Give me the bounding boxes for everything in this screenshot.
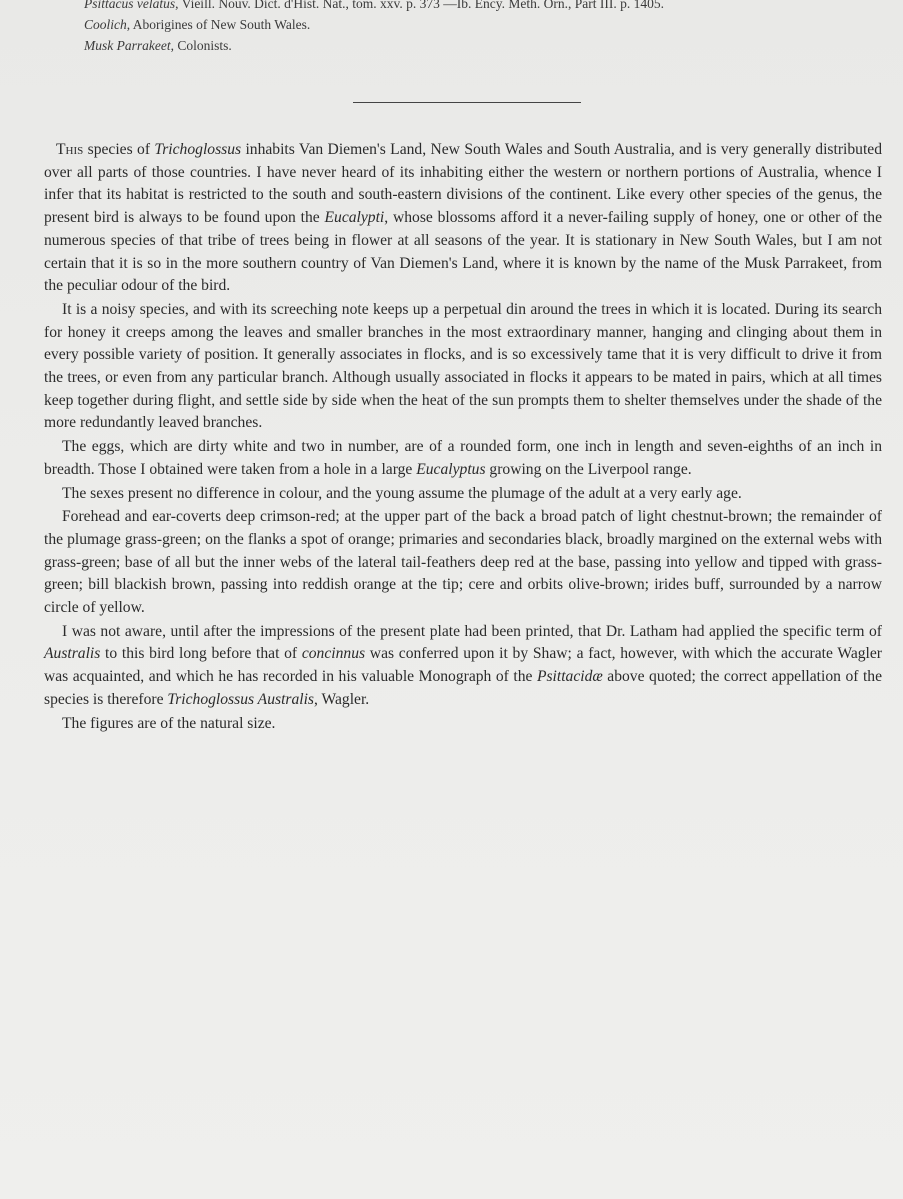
article-body (44, 139, 882, 736)
genus-name: Eucalypti (324, 209, 385, 227)
synonym-reference: , Colonists. (170, 38, 232, 53)
synonym-reference: , Vieill. Nouv. Dict. d'Hist. Nat., tom. xxv. p. 373 —Ib. Ency. Meth. Orn., Part III. p. 1405. (175, 0, 664, 11)
text-run: , whose blossoms afford it a never-failing supply of honey, one or other of the numerous species of that tribe of trees being in flower at all seasons of the year. It is stationary in New South Wales, but I am not certain that it is so in the more southern country of Van Diemen's Land, where it is known by the name of the Musk Parrakeet, from the peculiar odour of the bird. (44, 209, 882, 295)
text-run: I was not aware, until after the impressions of the present plate had been printed, that Dr. Latham had applied the specific term of (62, 622, 882, 640)
species-name: Trichoglossus Australis (167, 690, 315, 708)
text-run: , Wagler. (314, 690, 370, 708)
synonym-name: Coolich (84, 17, 127, 32)
paragraph-description: Forehead and ear-coverts deep crimson-red; at the upper part of the back a broad patch of light chestnut-brown; the remainder of the plumage grass-green; on the flanks a spot of orange; primaries and secondaries black, broadly margined on the external webs with grass-green; base of all but the inner webs of the lateral tail-feathers deep red at the base, passing into yellow and tipped with grass-green; bill blackish brown, passing into reddish orange at the tip; cere and orbits olive-brown; irides buff, surrounded by a narrow circle of yellow. (44, 508, 882, 617)
paragraph-figures-note: The figures are of the natural size. (62, 714, 276, 732)
paragraph-behaviour: It is a noisy species, and with its screeching note keeps up a perpetual din around the trees in which it is located. During its search for honey it creeps among the leaves and smaller branches in the most extraordinary manner, hanging and clinging about them in every possible variety of position. It generally associates in flocks, and is so excessively tame that it is very difficult to drive it from the trees, or even from any particular branch. Although usually associated in flocks it appears to be mated in pairs, which at all times keep together during flight, and settle side by side when the heat of the sun prompts them to shelter themselves under the shade of the more redundantly leaved branches. (44, 300, 882, 432)
synonym-reference: , Aborigines of New South Wales. (126, 17, 311, 32)
text-run: was conferred upon it by Shaw; a fact, however, with which the accurate Wagler was acquainted, and which he has recorded in his valuable Monograph of the (44, 645, 882, 686)
text-run: The eggs, which are dirty white and two in number, are of a rounded form, one inch in length and seven-eighths of an inch in breadth. Those I obtained were taken from a hole in a large (44, 438, 882, 478)
text-run: to this bird long before that of (100, 645, 302, 663)
synonym-line (84, 14, 874, 35)
paragraph-eggs (44, 436, 882, 481)
genus-name: Eucalyptus (416, 460, 486, 478)
synonym-line (84, 0, 874, 14)
paragraph-sexes: The sexes present no difference in colour, and the young assume the plumage of the adult at a very early age. (62, 484, 742, 502)
section-divider (353, 102, 581, 103)
synonym-name: Musk Parrakeet (84, 38, 171, 53)
synonymy-block (84, 0, 874, 56)
genus-name: Trichoglossus (154, 141, 242, 158)
text-run: growing on the Liverpool range. (485, 460, 692, 478)
text-run: above quoted; the correct appellation of the species is therefore (44, 668, 883, 708)
species-term: concinnus (301, 645, 366, 663)
species-term: Australis (44, 645, 101, 663)
paragraph-habitat (44, 139, 882, 298)
text-run: inhabits Van Diemen's Land, New South Wales and South Australia, and is very generally distributed over all parts of those countries. I have never heard of its inhabiting either the western or northern portions of Australia, whence I infer that its habitat is restricted to the south and south-eastern divisions of the continent. Like every other species of the genus, the present bird is always to be found upon the (44, 141, 883, 227)
lead-word: This (56, 141, 84, 158)
paragraph-nomenclature (44, 621, 882, 712)
family-name: Psittacidæ (536, 668, 603, 686)
synonym-name: Psittacus velatus (84, 0, 176, 11)
text-run: species of (83, 141, 155, 158)
synonym-line (84, 35, 874, 56)
